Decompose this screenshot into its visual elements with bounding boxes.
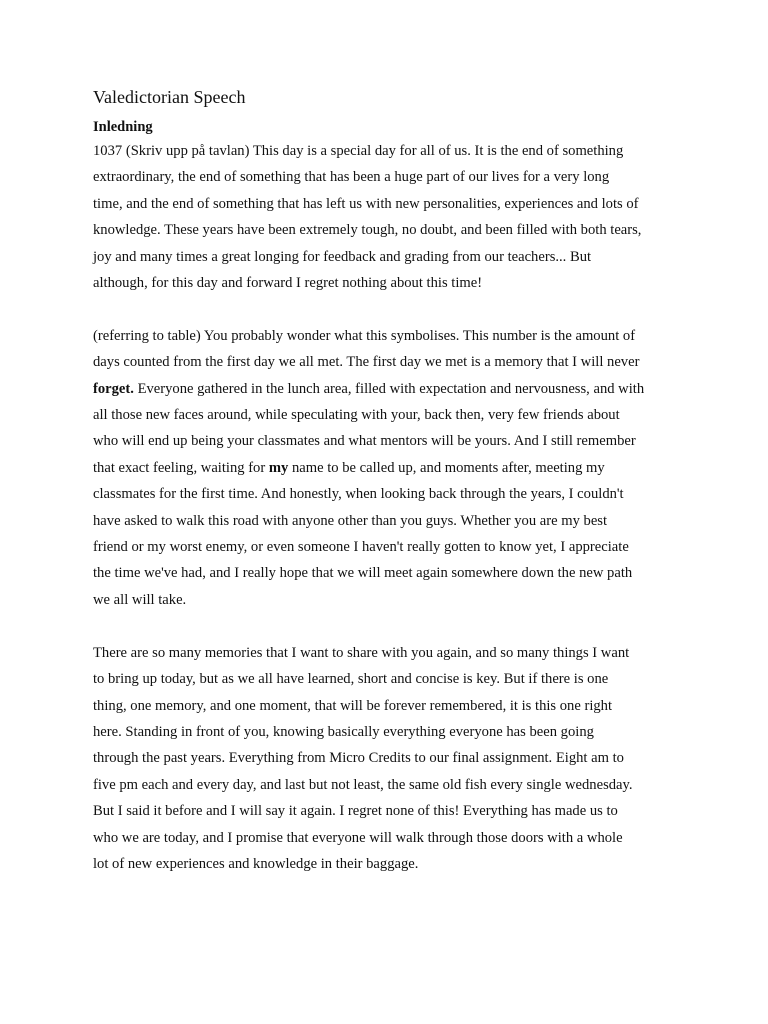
section-heading: Inledning — [93, 119, 153, 135]
paragraph-line: all those new faces around, while speculating with your, back then, very few friends about — [93, 407, 620, 424]
paragraph-line: joy and many times a great longing for feedback and grading from our teachers... But — [93, 248, 592, 265]
paragraph-spacer — [93, 296, 705, 322]
paragraph-line: here. Standing in front of you, knowing basically everything everyone has been going — [93, 723, 594, 740]
paragraph-line: But I said it before and I will say it again. I regret none of this! Everything has made us to — [93, 803, 618, 820]
line-text: that exact feeling, waiting for — [93, 459, 269, 476]
bold-text: forget. — [93, 380, 134, 397]
document-page — [93, 84, 705, 877]
paragraph-line: extraordinary, the end of something that has been a huge part of our lives for a very long — [93, 169, 610, 186]
paragraph-line: five pm each and every day, and last but not least, the same old fish every single wednesday. — [93, 776, 633, 793]
paragraph-line: knowledge. These years have been extremely tough, no doubt, and been filled with both tears, — [93, 222, 642, 239]
bold-text: my — [268, 459, 289, 476]
paragraph-3 — [93, 640, 705, 878]
document-title: Valedictorian Speech — [93, 87, 246, 107]
paragraph-line: who we are today, and I promise that everyone will walk through those doors with a whole — [93, 829, 623, 846]
paragraph-line: friend or my worst enemy, or even someone I haven't really gotten to know yet, I appreciate — [93, 539, 629, 556]
line-text: name to be called up, and moments after, meeting my — [288, 459, 605, 476]
paragraph-line: we all will take. — [93, 591, 187, 608]
paragraph-spacer — [93, 613, 705, 639]
paragraph-line: who will end up being your classmates and what mentors will be yours. And I still remember — [93, 433, 636, 450]
paragraph-1 — [93, 138, 705, 296]
paragraph-line: time, and the end of something that has left us with new personalities, experiences and lots of — [93, 195, 639, 212]
paragraph-line: through the past years. Everything from Micro Credits to our final assignment. Eight am to — [93, 750, 624, 767]
paragraph-line — [93, 455, 705, 481]
paragraph-line: classmates for the first time. And honestly, when looking back through the years, I couldn't — [93, 486, 624, 503]
paragraph-line: (referring to table) You probably wonder what this symbolises. This number is the amount of — [93, 327, 636, 344]
paragraph-line: lot of new experiences and knowledge in their baggage. — [93, 855, 419, 872]
paragraph-line: thing, one memory, and one moment, that will be forever remembered, it is this one right — [93, 697, 613, 714]
paragraph-line — [93, 376, 705, 402]
paragraph-line: There are so many memories that I want to share with you again, and so many things I want — [93, 644, 630, 661]
paragraph-line: days counted from the first day we all met. The first day we met is a memory that I will never — [93, 354, 640, 371]
line-text: Everyone gathered in the lunch area, filled with expectation and nervousness, and with — [133, 380, 645, 397]
paragraph-2 — [93, 323, 705, 613]
paragraph-line: 1037 (Skriv upp på tavlan) This day is a special day for all of us. It is the end of something — [93, 143, 624, 159]
paragraph-line: have asked to walk this road with anyone other than you guys. Whether you are my best — [93, 512, 608, 529]
paragraph-line: although, for this day and forward I regret nothing about this time! — [93, 275, 483, 292]
paragraph-line: the time we've had, and I really hope that we will meet again somewhere down the new path — [93, 565, 633, 582]
paragraph-line: to bring up today, but as we all have learned, short and concise is key. But if there is one — [93, 671, 609, 688]
